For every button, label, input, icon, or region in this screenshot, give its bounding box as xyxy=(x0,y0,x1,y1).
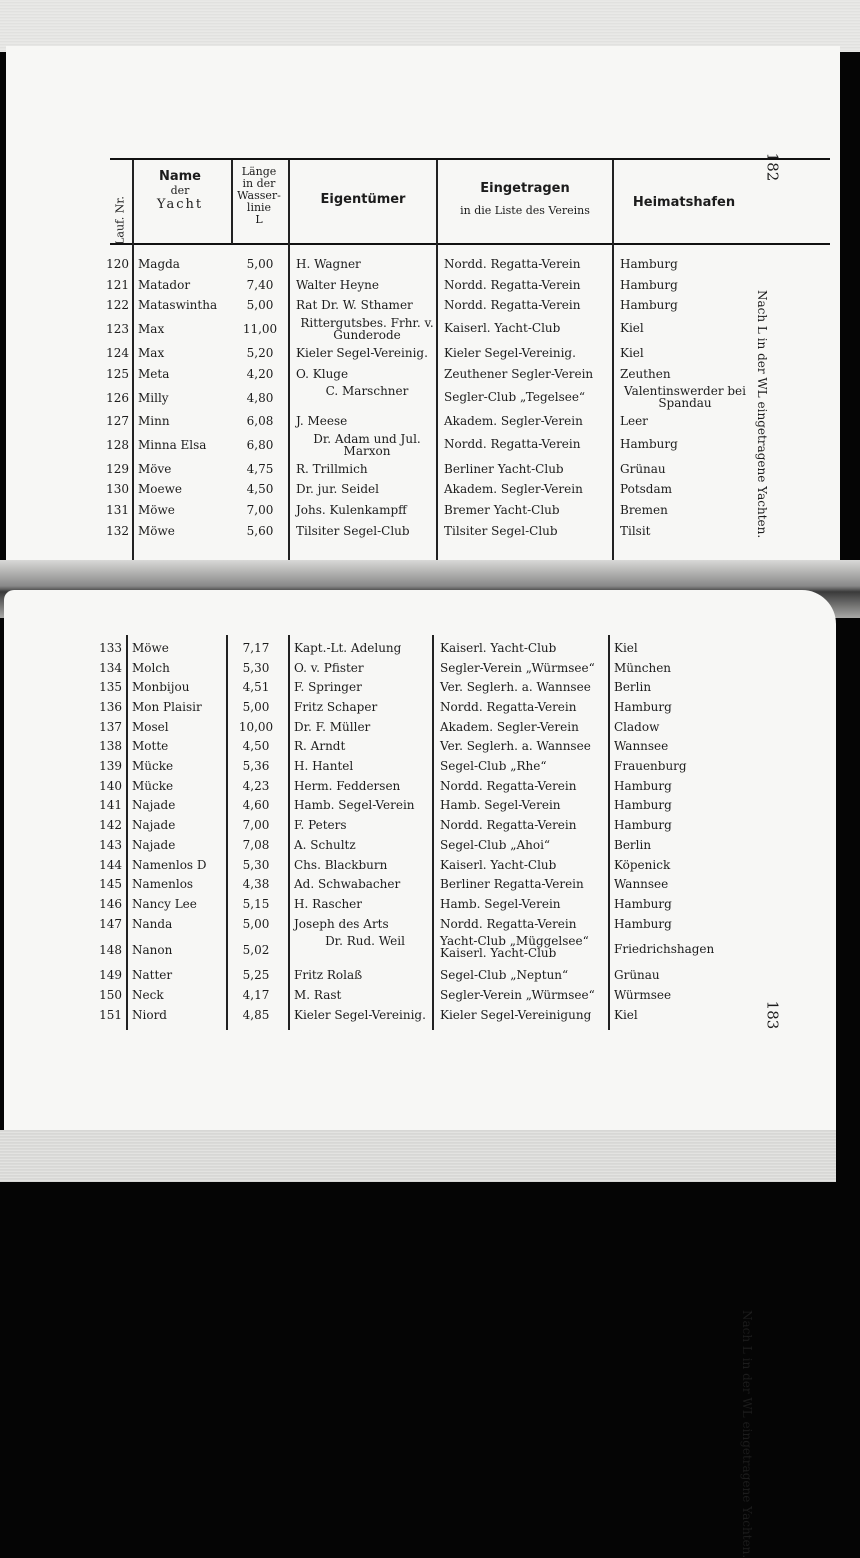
row-home-port: Grünau xyxy=(620,461,666,476)
row-register: Nordd. Regatta-Verein xyxy=(440,818,577,833)
row-length: 5,00 xyxy=(246,298,274,313)
row-yacht-name: Möwe xyxy=(132,640,169,655)
header-eingetragen-title: Eingetragen xyxy=(480,181,570,196)
row-number: 125 xyxy=(106,366,129,381)
row-home-port: Berlin xyxy=(614,837,652,852)
row-length: 7,17 xyxy=(242,640,270,655)
row-length: 7,40 xyxy=(246,277,274,292)
table-row xyxy=(4,776,764,796)
row-number: 148 xyxy=(99,942,122,957)
row-register: Tilsiter Segel-Club xyxy=(444,523,558,538)
row-owner: Johs. Kulenkampff xyxy=(296,503,407,518)
row-owner: Dr. Rud. Weil xyxy=(325,933,405,948)
row-register: Kaiserl. Yacht-Club xyxy=(440,640,557,655)
row-number: 141 xyxy=(99,798,122,813)
row-register: Zeuthener Segler-Verein xyxy=(444,366,594,381)
row-number: 140 xyxy=(99,778,122,793)
header-name xyxy=(130,170,230,213)
row-owner: Tilsiter Segel-Club xyxy=(296,523,410,538)
row-register: Nordd. Regatta-Verein xyxy=(444,437,581,452)
row-home-port: Friedrichshagen xyxy=(614,941,715,956)
table-row xyxy=(4,796,764,816)
row-register: Segler-Verein „Würmsee“ xyxy=(440,660,595,675)
row-home-port: München xyxy=(614,660,672,675)
row-length: 4,50 xyxy=(242,739,270,754)
row-yacht-name: Nanda xyxy=(132,916,173,931)
row-owner: Ad. Schwabacher xyxy=(294,877,401,892)
row-length: 5,36 xyxy=(242,759,270,774)
row-number: 120 xyxy=(106,257,129,272)
row-register: Segel-Club „Neptun“ xyxy=(440,968,569,983)
row-length: 5,00 xyxy=(242,699,270,714)
row-home-port: Wannsee xyxy=(614,877,669,892)
row-home-port: Potsdam xyxy=(620,482,673,497)
row-home-port: Würmsee xyxy=(614,988,672,1003)
row-length: 5,20 xyxy=(246,346,274,361)
row-home-port: Kiel xyxy=(620,321,644,336)
row-home-port: Berlin xyxy=(614,680,652,695)
row-number: 127 xyxy=(106,414,129,429)
table-row xyxy=(6,520,766,541)
row-length: 4,75 xyxy=(246,461,274,476)
row-number: 139 xyxy=(99,759,122,774)
row-home-port: Frauenburg xyxy=(614,759,687,774)
row-register: Nordd. Regatta-Verein xyxy=(444,298,581,313)
table-row xyxy=(4,1005,764,1025)
row-owner: O. v. Pfister xyxy=(294,660,364,675)
header-name-line1: Name xyxy=(158,169,201,184)
row-register: Segler-Verein „Würmsee“ xyxy=(440,988,595,1003)
row-home-port: Hamburg xyxy=(620,298,678,313)
row-length: 7,00 xyxy=(242,818,270,833)
row-home-port: Kiel xyxy=(620,346,644,361)
row-owner: Joseph des Arts xyxy=(294,916,389,931)
row-number: 130 xyxy=(106,482,129,497)
row-register: Berliner Yacht-Club xyxy=(444,461,564,476)
table-row xyxy=(6,343,766,364)
header-laenge-line3: Wasser- xyxy=(237,189,281,202)
row-owner: A. Schultz xyxy=(294,837,356,852)
row-register: Segel-Club „Rhe“ xyxy=(440,759,547,774)
table-row xyxy=(4,934,764,966)
page-number-183: 183 xyxy=(763,1000,782,1030)
row-yacht-name: Namenlos xyxy=(132,877,194,892)
row-length: 5,30 xyxy=(242,857,270,872)
row-home-port: Zeuthen xyxy=(620,366,671,381)
row-home-port: Grünau xyxy=(614,968,660,983)
page-stack-bottom-edge xyxy=(0,1130,836,1182)
header-heimatshafen: Heimatshafen xyxy=(632,195,736,210)
row-number: 124 xyxy=(106,346,129,361)
row-number: 138 xyxy=(99,739,122,754)
header-laufnr: Lauf. Nr. xyxy=(113,196,127,245)
row-number: 128 xyxy=(106,438,129,453)
row-length: 5,30 xyxy=(242,660,270,675)
row-yacht-name: Möwe xyxy=(138,523,175,538)
row-register: Kaiserl. Yacht-Club xyxy=(440,857,557,872)
row-yacht-name: Niord xyxy=(132,1007,167,1022)
header-name-line3: Yacht xyxy=(156,196,204,212)
row-length: 4,60 xyxy=(242,798,270,813)
row-owner: Kapt.-Lt. Adelung xyxy=(294,640,402,655)
row-number: 150 xyxy=(99,988,122,1003)
row-owner: Rittergutsbes. Frhr. v. Gunderode xyxy=(300,315,434,342)
row-yacht-name: Molch xyxy=(132,660,170,675)
side-title-top: Nach L in der WL eingetragene Yachten. xyxy=(755,290,769,539)
row-home-port: Hamburg xyxy=(614,699,672,714)
row-register: Segler-Club „Tegelsee“ xyxy=(444,389,586,404)
row-yacht-name: Nancy Lee xyxy=(132,896,197,911)
row-number: 121 xyxy=(106,277,129,292)
table-row xyxy=(4,985,764,1005)
row-owner: Dr. Adam und Jul. Marxon xyxy=(313,431,421,458)
row-length: 4,23 xyxy=(242,778,270,793)
page-number-182: 182 xyxy=(763,152,782,182)
table-row xyxy=(6,479,766,500)
row-owner: Herm. Feddersen xyxy=(294,778,401,793)
row-yacht-name: Max xyxy=(138,346,165,361)
row-home-port: Hamburg xyxy=(614,798,672,813)
row-home-port: Hamburg xyxy=(614,916,672,931)
row-yacht-name: Motte xyxy=(132,739,169,754)
header-laenge-line4: linie xyxy=(246,201,272,214)
row-yacht-name: Mosel xyxy=(132,719,169,734)
row-yacht-name: Nanon xyxy=(132,942,173,957)
row-home-port: Kiel xyxy=(614,1007,638,1022)
table-row xyxy=(4,815,764,835)
row-number: 123 xyxy=(106,322,129,337)
header-name-line2: der xyxy=(170,183,190,197)
row-register: Akadem. Segler-Verein xyxy=(440,719,579,734)
page-183 xyxy=(4,590,836,1558)
row-number: 137 xyxy=(99,719,122,734)
row-owner: Hamb. Segel-Verein xyxy=(294,798,415,813)
row-register: Hamb. Segel-Verein xyxy=(440,896,561,911)
row-yacht-name: Meta xyxy=(138,366,170,381)
row-owner: Fritz Schaper xyxy=(294,699,378,714)
row-yacht-name: Möve xyxy=(138,461,172,476)
row-register: Nordd. Regatta-Verein xyxy=(444,277,581,292)
row-owner: F. Peters xyxy=(294,818,347,833)
row-length: 5,00 xyxy=(242,916,270,931)
page-182 xyxy=(6,46,840,588)
row-yacht-name: Monbijou xyxy=(132,680,190,695)
row-register: Hamb. Segel-Verein xyxy=(440,798,561,813)
row-register: Kieler Segel-Vereinig. xyxy=(444,346,576,361)
row-home-port: Hamburg xyxy=(620,257,678,272)
col-line-2 xyxy=(231,160,233,244)
row-owner: M. Rast xyxy=(294,988,342,1003)
row-yacht-name: Moewe xyxy=(138,482,182,497)
row-home-port: Kiel xyxy=(614,640,638,655)
header-laenge-line2: in der xyxy=(242,177,276,190)
header-laenge-line1: Länge xyxy=(241,165,277,178)
row-yacht-name: Minn xyxy=(138,414,170,429)
row-number: 147 xyxy=(99,916,122,931)
table-row xyxy=(6,459,766,480)
row-number: 133 xyxy=(99,640,122,655)
row-register: Ver. Seglerh. a. Wannsee xyxy=(440,680,591,695)
row-register: Bremer Yacht-Club xyxy=(444,503,560,518)
row-home-port: Hamburg xyxy=(614,818,672,833)
row-yacht-name: Milly xyxy=(138,390,169,405)
row-length: 11,00 xyxy=(242,322,278,337)
table-row xyxy=(4,756,764,776)
row-number: 132 xyxy=(106,523,129,538)
table-row xyxy=(4,894,764,914)
row-number: 151 xyxy=(99,1007,122,1022)
table-row xyxy=(4,835,764,855)
row-home-port: Hamburg xyxy=(614,778,672,793)
row-yacht-name: Najade xyxy=(132,818,176,833)
row-owner: Dr. F. Müller xyxy=(294,719,371,734)
table-row xyxy=(4,658,764,678)
row-register: Segel-Club „Ahoi“ xyxy=(440,837,551,852)
table-row xyxy=(6,254,766,275)
side-title-bottom: Nach L in der WL eingetragene Yachten. xyxy=(740,1310,754,1558)
page-stack-top-edge xyxy=(0,0,860,52)
row-owner: H. Rascher xyxy=(294,896,363,911)
table-row xyxy=(4,737,764,757)
table-row xyxy=(6,316,766,343)
row-register: Nordd. Regatta-Verein xyxy=(440,778,577,793)
table-row xyxy=(4,855,764,875)
row-owner: J. Meese xyxy=(296,414,348,429)
row-yacht-name: Minna Elsa xyxy=(138,438,207,453)
row-length: 5,15 xyxy=(242,896,270,911)
table-row xyxy=(6,432,766,459)
row-length: 7,00 xyxy=(246,503,274,518)
row-number: 142 xyxy=(99,818,122,833)
row-number: 149 xyxy=(99,968,122,983)
row-yacht-name: Magda xyxy=(138,257,180,272)
table-row xyxy=(4,677,764,697)
row-length: 4,17 xyxy=(242,988,270,1003)
header-eingetragen xyxy=(438,182,612,218)
row-length: 7,08 xyxy=(242,837,270,852)
row-register: Kaiserl. Yacht-Club xyxy=(444,321,561,336)
table-row xyxy=(4,966,764,986)
row-home-port: Valentinswerder bei Spandau xyxy=(624,384,746,410)
table-row xyxy=(6,295,766,316)
row-home-port: Hamburg xyxy=(620,437,678,452)
table-row xyxy=(4,717,764,737)
row-length: 6,08 xyxy=(246,414,274,429)
row-register: Akadem. Segler-Verein xyxy=(444,482,583,497)
row-yacht-name: Neck xyxy=(132,988,164,1003)
row-owner: Rat Dr. W. Sthamer xyxy=(296,298,413,313)
row-yacht-name: Matador xyxy=(138,277,191,292)
header-top-rule xyxy=(110,158,830,160)
row-register: Akadem. Segler-Verein xyxy=(444,414,583,429)
row-yacht-name: Max xyxy=(138,322,165,337)
row-owner: Chs. Blackburn xyxy=(294,857,388,872)
row-yacht-name: Mücke xyxy=(132,778,174,793)
row-yacht-name: Mataswintha xyxy=(138,298,218,313)
row-number: 144 xyxy=(99,857,122,872)
row-length: 6,80 xyxy=(246,438,274,453)
row-owner: H. Wagner xyxy=(296,257,361,272)
row-length: 4,85 xyxy=(242,1007,270,1022)
row-register: Ver. Seglerh. a. Wannsee xyxy=(440,739,591,754)
row-home-port: Leer xyxy=(620,414,648,429)
row-register: Kieler Segel-Vereinigung xyxy=(440,1007,592,1022)
header-laenge xyxy=(230,166,288,226)
header-eigentuemer: Eigentümer xyxy=(320,192,406,207)
table-row xyxy=(4,874,764,894)
row-register: Berliner Regatta-Verein xyxy=(440,877,584,892)
row-register: Nordd. Regatta-Verein xyxy=(444,257,581,272)
table-row xyxy=(6,384,766,411)
header-eingetragen-sub: in die Liste des Vereins xyxy=(460,203,590,217)
row-number: 126 xyxy=(106,390,129,405)
row-length: 4,20 xyxy=(246,366,274,381)
row-length: 10,00 xyxy=(238,719,274,734)
row-yacht-name: Namenlos D xyxy=(132,857,207,872)
row-yacht-name: Natter xyxy=(132,968,173,983)
row-owner: Dr. jur. Seidel xyxy=(296,482,379,497)
row-number: 135 xyxy=(99,680,122,695)
table-row xyxy=(6,500,766,521)
row-length: 4,51 xyxy=(242,680,270,695)
row-yacht-name: Möwe xyxy=(138,503,175,518)
row-length: 5,25 xyxy=(242,968,270,983)
row-number: 122 xyxy=(106,298,129,313)
header-bottom-rule xyxy=(110,243,830,245)
row-number: 131 xyxy=(106,503,129,518)
row-owner: Kieler Segel-Vereinig. xyxy=(296,346,428,361)
row-owner: Kieler Segel-Vereinig. xyxy=(294,1007,426,1022)
row-owner: O. Kluge xyxy=(296,366,349,381)
row-owner: H. Hantel xyxy=(294,759,354,774)
row-yacht-name: Mücke xyxy=(132,759,174,774)
table-row xyxy=(6,363,766,384)
row-length: 4,38 xyxy=(242,877,270,892)
row-length: 4,50 xyxy=(246,482,274,497)
row-yacht-name: Najade xyxy=(132,798,176,813)
row-length: 5,60 xyxy=(246,523,274,538)
table-row xyxy=(6,275,766,296)
row-number: 143 xyxy=(99,837,122,852)
table-row xyxy=(4,914,764,934)
row-register: Nordd. Regatta-Verein xyxy=(440,916,577,931)
row-number: 146 xyxy=(99,896,122,911)
table-row xyxy=(4,638,764,658)
row-yacht-name: Najade xyxy=(132,837,176,852)
row-home-port: Hamburg xyxy=(614,896,672,911)
table-row xyxy=(6,411,766,432)
row-home-port: Köpenick xyxy=(614,857,671,872)
row-home-port: Cladow xyxy=(614,719,660,734)
row-length: 4,80 xyxy=(246,390,274,405)
row-home-port: Bremen xyxy=(620,503,668,518)
row-home-port: Tilsit xyxy=(620,523,651,538)
row-owner: R. Arndt xyxy=(294,739,346,754)
row-number: 129 xyxy=(106,461,129,476)
row-length: 5,00 xyxy=(246,257,274,272)
row-number: 134 xyxy=(99,660,122,675)
row-owner: F. Springer xyxy=(294,680,362,695)
row-length: 5,02 xyxy=(242,942,270,957)
row-home-port: Wannsee xyxy=(614,739,669,754)
row-yacht-name: Mon Plaisir xyxy=(132,699,202,714)
row-number: 145 xyxy=(99,877,122,892)
header-laenge-line5: L xyxy=(255,213,263,226)
row-owner: Fritz Rolaß xyxy=(294,968,363,983)
row-register: Nordd. Regatta-Verein xyxy=(440,699,577,714)
row-owner: R. Trillmich xyxy=(296,461,368,476)
row-home-port: Hamburg xyxy=(620,277,678,292)
table-row xyxy=(4,697,764,717)
row-register: Yacht-Club „Müggelsee“ Kaiserl. Yacht-Club xyxy=(440,933,589,960)
row-owner: Walter Heyne xyxy=(296,277,379,292)
row-owner: C. Marschner xyxy=(325,384,409,398)
row-number: 136 xyxy=(99,699,122,714)
